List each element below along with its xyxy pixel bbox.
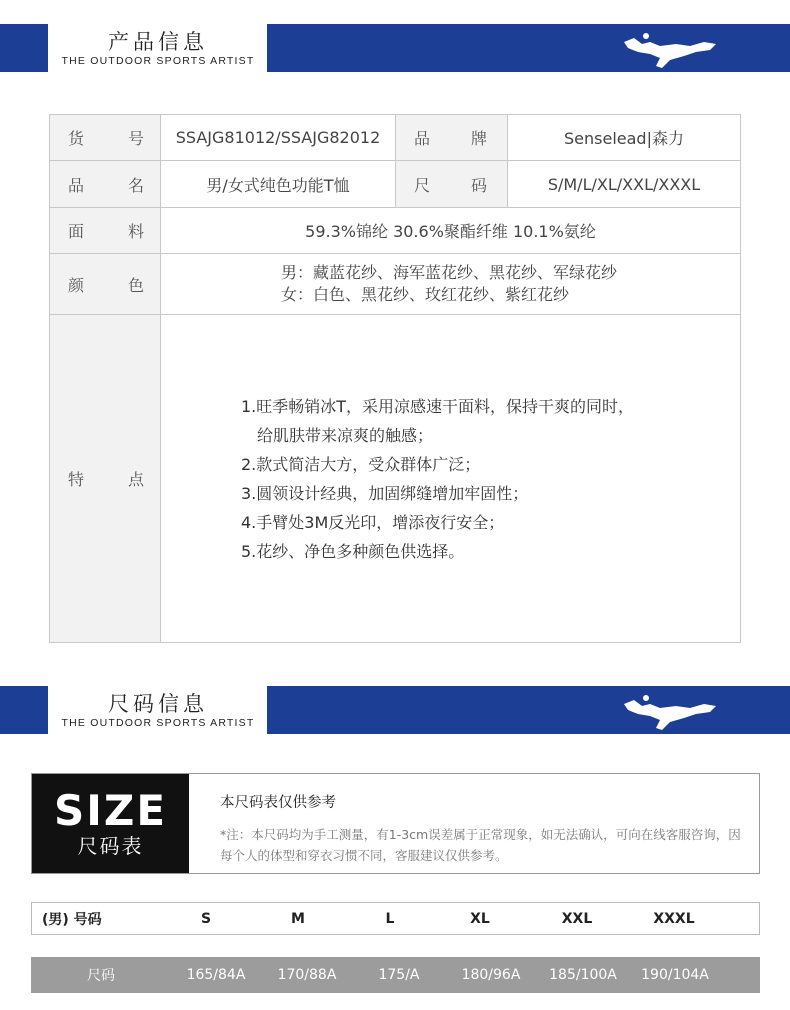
- size-header-cell: XXXL: [653, 910, 695, 927]
- size-header-label: (男) 号码: [42, 911, 102, 928]
- size-table-header: [31, 902, 760, 935]
- size-table-row: [31, 957, 760, 993]
- feature-item: 3.圆领设计经典，加固绑缝增加牢固性；: [241, 483, 529, 503]
- banner-subtitle: THE OUTDOOR SPORTS ARTIST: [61, 717, 255, 729]
- size-row-cell: 170/88A: [277, 967, 337, 983]
- size-note-heading: 本尺码表仅供参考: [220, 795, 336, 811]
- size-header-cell: M: [291, 910, 305, 927]
- size-chart-card: [31, 773, 760, 874]
- sku-label: 货 号: [50, 115, 161, 161]
- size-row-cell: 165/84A: [186, 967, 246, 983]
- feature-item: 1.旺季畅销冰T，采用凉感速干面料，保持干爽的同时，: [241, 396, 635, 416]
- product-info-banner: [0, 24, 790, 72]
- size-note: [220, 791, 750, 866]
- size-label: 尺 码: [396, 161, 508, 208]
- jumping-figure-logo-icon: [620, 692, 720, 732]
- size-info-banner: [0, 686, 790, 734]
- size-badge-title: SIZE: [53, 786, 168, 835]
- product-info-table: [49, 114, 741, 643]
- banner-subtitle: THE OUTDOOR SPORTS ARTIST: [61, 55, 255, 67]
- sku-value: SSAJG81012/SSAJG82012: [161, 115, 396, 161]
- size-header-cell: XXL: [561, 910, 593, 927]
- size-row-cell: 180/96A: [461, 967, 521, 983]
- size-row-cell: 175/A: [378, 967, 420, 983]
- size-header-cell: XL: [470, 910, 490, 927]
- color-values: [161, 254, 741, 315]
- size-note-text: *注：本尺码均为手工测量，有1-3cm误差属于正常现象，如无法确认，可向在线客服咨询，因每个人的体型和穿衣习惯不同，客服建议仅供参考。: [220, 827, 741, 863]
- name-label: 品 名: [50, 161, 161, 208]
- color-line-women: 女：白色、黑花纱、玫红花纱、紫红花纱: [281, 285, 570, 304]
- banner-accent-left: [0, 686, 48, 734]
- size-badge: [32, 774, 189, 873]
- feature-item: 4.手臂处3M反光印，增添夜行安全；: [241, 512, 505, 532]
- size-header-cell: S: [200, 910, 212, 927]
- brand-label: 品 牌: [396, 115, 508, 161]
- banner-title: 产品信息: [108, 30, 208, 54]
- banner-accent-left: [0, 24, 48, 72]
- fabric-label: 面 料: [50, 208, 161, 254]
- feature-item: 5.花纱、净色多种颜色供选择。: [241, 541, 465, 561]
- banner-title: 尺码信息: [108, 692, 208, 716]
- color-label: 颜 色: [50, 254, 161, 315]
- size-row-label: 尺码: [87, 968, 115, 984]
- brand-value: Senselead|森力: [508, 115, 741, 161]
- feature-list: [161, 315, 741, 643]
- size-row-cell: 190/104A: [641, 967, 709, 983]
- fabric-value: 59.3%锦纶 30.6%聚酯纤维 10.1%氨纶: [161, 208, 741, 254]
- size-value: S/M/L/XL/XXL/XXXL: [508, 161, 741, 208]
- jumping-figure-logo-icon: [620, 30, 720, 70]
- color-line-men: 男：藏蓝花纱、海军蓝花纱、黑花纱、军绿花纱: [281, 263, 618, 282]
- size-header-cell: L: [385, 910, 395, 927]
- name-value: 男/女式纯色功能T恤: [161, 161, 396, 208]
- feature-label: 特 点: [50, 315, 161, 643]
- size-row-cell: 185/100A: [549, 967, 617, 983]
- feature-item: 2.款式简洁大方，受众群体广泛；: [241, 454, 481, 474]
- size-badge-subtitle: 尺码表: [77, 834, 144, 858]
- feature-item: 给肌肤带来凉爽的触感；: [257, 425, 434, 445]
